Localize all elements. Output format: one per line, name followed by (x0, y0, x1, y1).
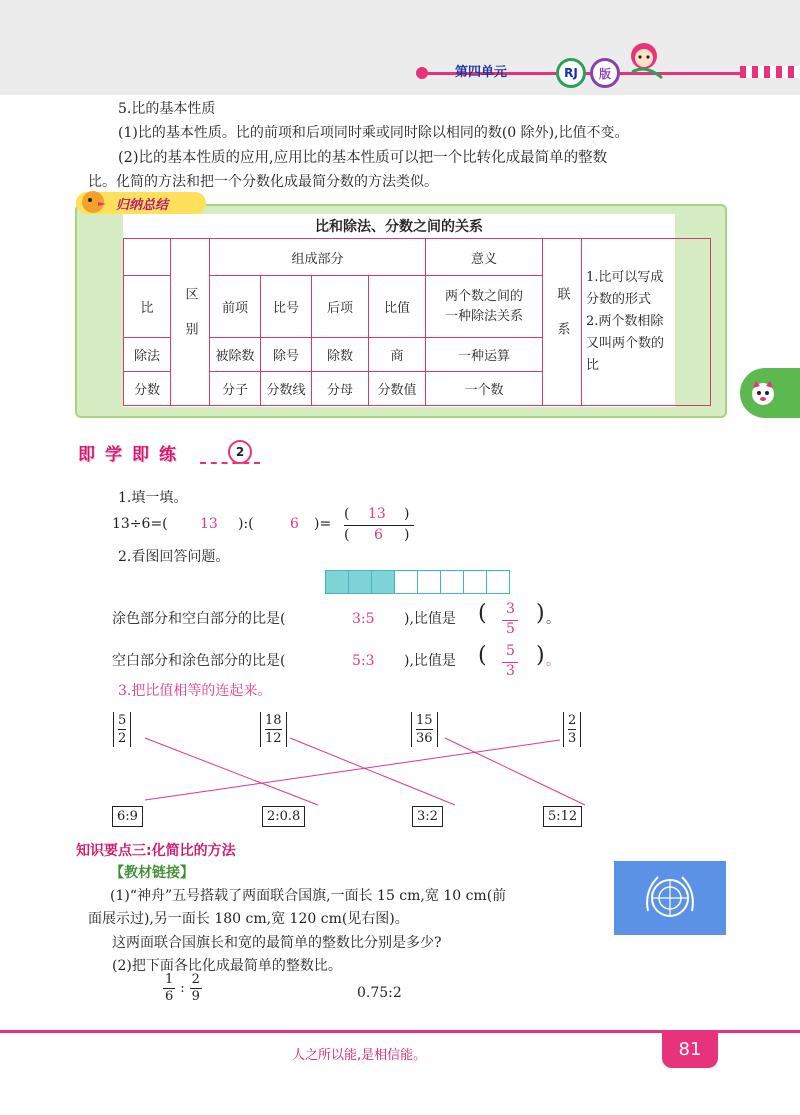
row-name: 除法 (124, 338, 171, 372)
row-cell: 分数线 (261, 372, 312, 406)
bottom-ratio-1: 6:9 (112, 806, 143, 827)
q2-frac2-den: 3 (506, 663, 515, 679)
q2-end-2: 。 (546, 653, 560, 669)
link-line-5: 比 (586, 358, 600, 373)
q2-mid1: ),比值是 (404, 611, 456, 627)
un-flag (614, 861, 726, 935)
match-line (445, 738, 585, 805)
q1-answer-1: 13 (200, 516, 218, 532)
meaning-line: 一种除法关系 (444, 308, 523, 324)
kp3-p1: (1)“神舟”五号搭载了两面联合国旗,一面长 15 cm,宽 10 cm(前 (110, 888, 507, 904)
row-name: 比 (124, 276, 171, 338)
row-cell: 除数 (312, 338, 369, 372)
q1-expr-b: ):( (238, 516, 254, 532)
parts-header: 组成部分 (210, 239, 426, 276)
q1-expr-a: 13÷6=( (112, 516, 168, 532)
meaning-header: 意义 (426, 239, 543, 276)
q2-answer-2: 5:3 (352, 653, 375, 669)
kp3-link: 【教材链接】 (110, 865, 194, 881)
bottom-ratio-4: 5:12 (543, 806, 582, 827)
row-meaning: 一个数 (426, 372, 543, 406)
frac-den: 9 (191, 989, 200, 1004)
q2-title: 2.看图回答问题。 (118, 549, 230, 565)
match-line (145, 738, 318, 805)
frac-den: 2 (118, 731, 127, 746)
frac-num: 15 (416, 713, 433, 728)
frac-den: 36 (416, 731, 433, 746)
row-name: 分数 (124, 372, 171, 406)
q2-frac1-num: 3 (506, 601, 515, 617)
expr-1 (163, 972, 202, 1005)
q1-frac-paren-bot-r: ) (404, 527, 410, 543)
row-cell: 前项 (210, 276, 261, 338)
frac-den: 3 (568, 731, 577, 746)
q3-title: 3.把比值相等的连起来。 (118, 683, 272, 699)
link-line-2: 分数的形式 (586, 292, 652, 307)
q1-frac-paren-bot: ( (344, 527, 350, 543)
link-line-4: 又叫两个数的 (586, 336, 665, 351)
frac-den: 6 (165, 989, 174, 1004)
summary-title: 比和除法、分数之间的关系 (315, 219, 483, 235)
link-line-3: 2.两个数相除 (586, 314, 664, 329)
practice-number-badge: 2 (228, 440, 252, 464)
section5-p2b: 比。化简的方法和把一个分数化成最简分数的方法类似。 (88, 174, 438, 190)
footer-motto: 人之所以能,是相信能。 (292, 1048, 427, 1063)
ratio-colon: : (180, 981, 185, 996)
frac-num: 2 (568, 713, 577, 728)
meaning-line: 两个数之间的 (444, 288, 523, 304)
q1-frac-num: 13 (368, 506, 386, 522)
row-cell: 比值 (369, 276, 426, 338)
frac-den: 12 (265, 731, 282, 746)
link-line-1: 1.比可以写成 (586, 270, 664, 285)
kp3-p4: (2)把下面各比化成最简单的整数比。 (112, 958, 342, 974)
q1-frac-den: 6 (374, 527, 383, 543)
row-cell: 商 (369, 338, 426, 372)
row-cell: 分子 (210, 372, 261, 406)
q2-paren-close-2: ) (536, 643, 545, 668)
frac-num: 2 (191, 972, 200, 987)
q2-paren-close-1: ) (536, 601, 545, 626)
practice-label: 即学即练 (78, 445, 186, 465)
frac-num: 1 (165, 972, 174, 987)
row-cell: 分数值 (369, 372, 426, 406)
rj-badge: RJ (556, 58, 586, 88)
qubie-label: 区别 (182, 287, 198, 357)
section5-title: 5.比的基本性质 (118, 101, 216, 117)
lianxi-label: 联系 (554, 287, 570, 357)
q2-line1: 涂色部分和空白部分的比是( (112, 611, 286, 627)
q2-paren-open-2: ( (478, 643, 487, 668)
q1-frac-paren-top: ( (344, 506, 350, 522)
bottom-ratio-3: 3:2 (412, 806, 443, 827)
kp3-title: 知识要点三:化简比的方法 (76, 843, 236, 859)
row-meaning: 一种运算 (426, 338, 543, 372)
q2-frac1-den: 5 (506, 621, 515, 637)
q2-mid2: ),比值是 (404, 653, 456, 669)
q1-title: 1.填一填。 (118, 490, 188, 506)
q2-frac2-num: 5 (506, 643, 515, 659)
row-cell: 比号 (261, 276, 312, 338)
frac-1 (163, 972, 175, 1005)
row-cell: 分母 (312, 372, 369, 406)
summary-label: 归纳总结 (116, 198, 169, 213)
bottom-ratio-2: 2:0.8 (262, 806, 305, 827)
un-emblem-icon (614, 861, 726, 935)
q2-line2: 空白部分和涂色部分的比是( (112, 653, 286, 669)
match-line (145, 740, 560, 800)
frac-num: 18 (265, 713, 282, 728)
match-line (290, 738, 455, 805)
frac-num: 5 (118, 713, 127, 728)
unit-title: 第四单元 (455, 65, 508, 80)
ban-badge: 版 (590, 58, 620, 88)
row-cell: 除号 (261, 338, 312, 372)
q1-frac-paren-top-r: ) (404, 506, 410, 522)
expr-2: 0.75:2 (357, 985, 402, 1001)
row-cell: 被除数 (210, 338, 261, 372)
page-number: 81 (662, 1030, 718, 1068)
kp3-p2: 面展示过),另一面长 180 cm,宽 120 cm(见右图)。 (88, 911, 409, 927)
q2-answer-1: 3:5 (352, 611, 375, 627)
q2-end-1: 。 (546, 611, 560, 627)
section5-p2a: (2)比的基本性质的应用,应用比的基本性质可以把一个比转化成最简单的整数 (118, 150, 608, 166)
q1-expr-c: )= (314, 516, 332, 532)
frac-2 (190, 972, 202, 1005)
row-cell: 后项 (312, 276, 369, 338)
kp3-p3: 这两面联合国旗长和宽的最简单的整数比分别是多少? (112, 935, 442, 951)
q1-answer-2: 6 (290, 516, 299, 532)
section5-p1: (1)比的基本性质。比的前项和后项同时乘或同时除以相同的数(0 除外),比值不变。 (118, 125, 629, 141)
q2-paren-open-1: ( (478, 601, 487, 626)
